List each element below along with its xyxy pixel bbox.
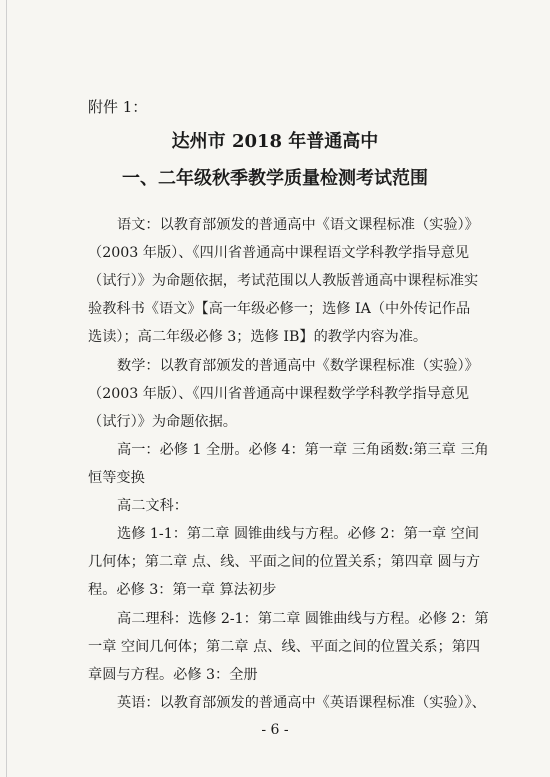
body-line: （2003 年版）、《四川省普通高中课程数学学科教学指导意见 [88, 386, 470, 402]
document-title-line-2: 一、二年级秋季教学质量检测考试范围 [122, 168, 428, 189]
body-line: （试行）》为命题依据，考试范围以人教版普通高中课程标准实 [88, 273, 479, 289]
body-line: 几何体；第二章 点、线、平面之间的位置关系；第四章 圆与方 [88, 554, 481, 570]
attachment-label: 附件 1： [88, 98, 148, 116]
body-line: 一章 空间几何体；第二章 点、线、平面之间的位置关系；第四 [88, 639, 481, 655]
body-line: 英语：以教育部颁发的普通高中《英语课程标准（实验）》、 [117, 695, 486, 711]
body-line: （试行）》为命题依据。 [88, 414, 237, 430]
body-line: 恒等变换 [88, 470, 145, 486]
scan-edge-line [6, 0, 7, 777]
body-line: 高二文科： [117, 498, 188, 514]
document-title-line-1: 达州市 2018 年普通高中 [171, 131, 379, 152]
body-line: 验教科书《语文》【高一年级必修一；选修 IA（中外传记作品 [88, 301, 471, 317]
body-line: 语文：以教育部颁发的普通高中《语文课程标准（实验）》 [117, 217, 479, 233]
body-line: 数学：以教育部颁发的普通高中《数学课程标准（实验）》 [117, 358, 479, 374]
body-line: 高二理科：选修 2-1：第二章 圆锥曲线与方程。必修 2：第 [117, 611, 489, 627]
body-line: 章圆与方程。必修 3：全册 [88, 667, 258, 683]
body-line: 高一：必修 1 全册。必修 4：第一章 三角函数:第三章 三角 [117, 442, 489, 458]
body-line: 选读）；高二年级必修 3；选修 IB】的教学内容为准。 [88, 329, 428, 345]
body-line: 选修 1-1：第二章 圆锥曲线与方程。必修 2：第一章 空间 [117, 526, 480, 542]
body-line: 程。必修 3：第一章 算法初步 [88, 582, 277, 598]
page-number: - 6 - [261, 722, 289, 738]
body-line: （2003 年版）、《四川省普通高中课程语文学科教学指导意见 [88, 245, 470, 261]
